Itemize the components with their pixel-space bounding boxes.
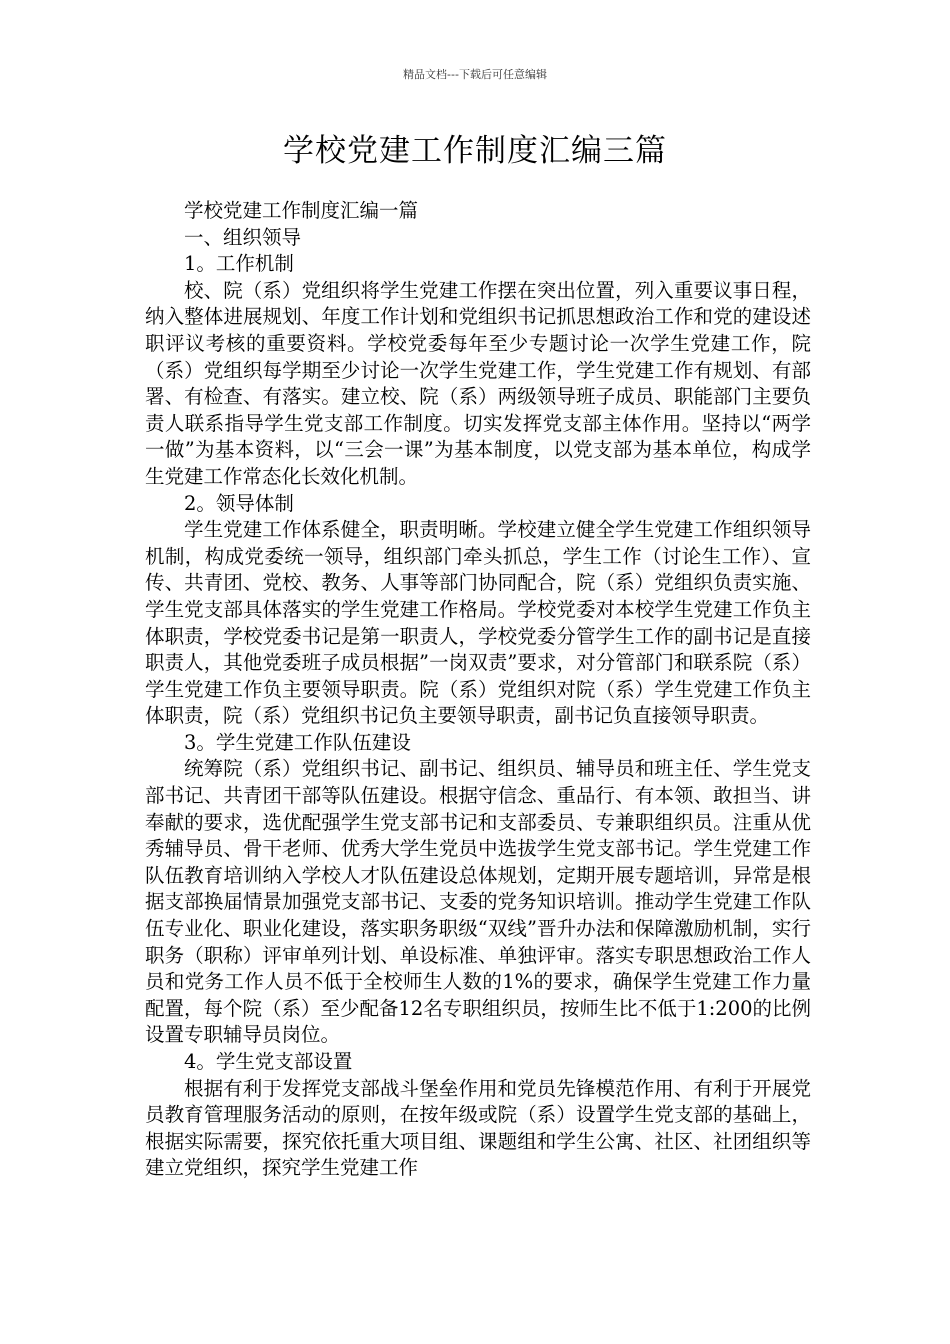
subsection-heading: 3。学生党建工作队伍建设 <box>184 730 411 754</box>
paragraph: 校、院（系）党组织将学生党建工作摆在突出位置，列入重要议事日程，纳入整体进展规划、年度工作计划和党组织书记抓思想政治工作和党的建设述职评议考核的重要资料。学校党委每年至少专题讨论一次学生党建工作，院（系）党组织每学期至少讨论一次学生党建工作，学生党建工作有规划、有部署、有检查、有落实。建立校、院（系）两级领导班子成员、职能部门主要负责人联系指导学生党支部工作制度。切实发挥党支部主体作用。坚持以“两学一做”为基本资料，以“三会一课”为基本制度，以党支部为基本单位，构成学生党建工作常态化长效化机制。 <box>145 278 811 488</box>
subsection-heading: 2。领导体制 <box>184 491 294 515</box>
paragraph: 根据有利于发挥党支部战斗堡垒作用和党员先锋模范作用、有利于开展党员教育管理服务活动的原则，在按年级或院（系）设置学生党支部的基础上，根据实际需要，探究依托重大项目组、课题组和学生公寓、社区、社团组织等建立党组织，探究学生党建工作 <box>145 1076 811 1180</box>
section-heading: 一、组织领导 <box>184 225 302 249</box>
paragraph: 学生党建工作体系健全，职责明晰。学校建立健全学生党建工作组织领导机制，构成党委统一领导，组织部门牵头抓总，学生工作（讨论生工作）、宣传、共青团、党校、教务、人事等部门协同配合，院（系）党组织负责实施、学生党支部具体落实的学生党建工作格局。学校党委对本校学生党建工作负主体职责，学校党委书记是第一职责人，学校党委分管学生工作的副书记是直接职责人，其他党委班子成员根据”一岗双责”要求，对分管部门和联系院（系）学生党建工作负主要领导职责。院（系）党组织对院（系）学生党建工作负主体职责，院（系）党组织书记负主要领导职责，副书记负直接领导职责。 <box>145 518 811 728</box>
subsection-heading: 4。学生党支部设置 <box>184 1050 353 1073</box>
header-note: 精品文档---下载后可任意编辑 <box>403 68 547 81</box>
document-body <box>145 198 811 1182</box>
document-title: 学校党建工作制度汇编三篇 <box>283 133 667 169</box>
paragraph: 统筹院（系）党组织书记、副书记、组织员、辅导员和班主任、学生党支部书记、共青团干部等队伍建设。根据守信念、重品行、有本领、敢担当、讲奉献的要求，选优配强学生党支部书记和支部委员、专兼职组织员。注重从优秀辅导员、骨干老师、优秀大学生党员中选拔学生党支部书记。学生党建工作队伍教育培训纳入学校人才队伍建设总体规划，定期开展专题培训，异常是根据支部换届情景加强党支部书记、支委的党务知识培训。推动学生党建工作队伍专业化、职业化建设，落实职务职级“双线”晋升办法和保障激励机制，实行职务（职称）评审单列计划、单设标准、单独评审。落实专职思想政治工作人员和党务工作人员不低于全校师生人数的1%的要求，确保学生党建工作力量配置，每个院（系）至少配备12名专职组织员，按师生比不低于1:200的比例设置专职辅导员岗位。 <box>145 757 812 1047</box>
section-title: 学校党建工作制度汇编一篇 <box>184 199 419 222</box>
subsection-heading: 1。工作机制 <box>184 252 294 276</box>
